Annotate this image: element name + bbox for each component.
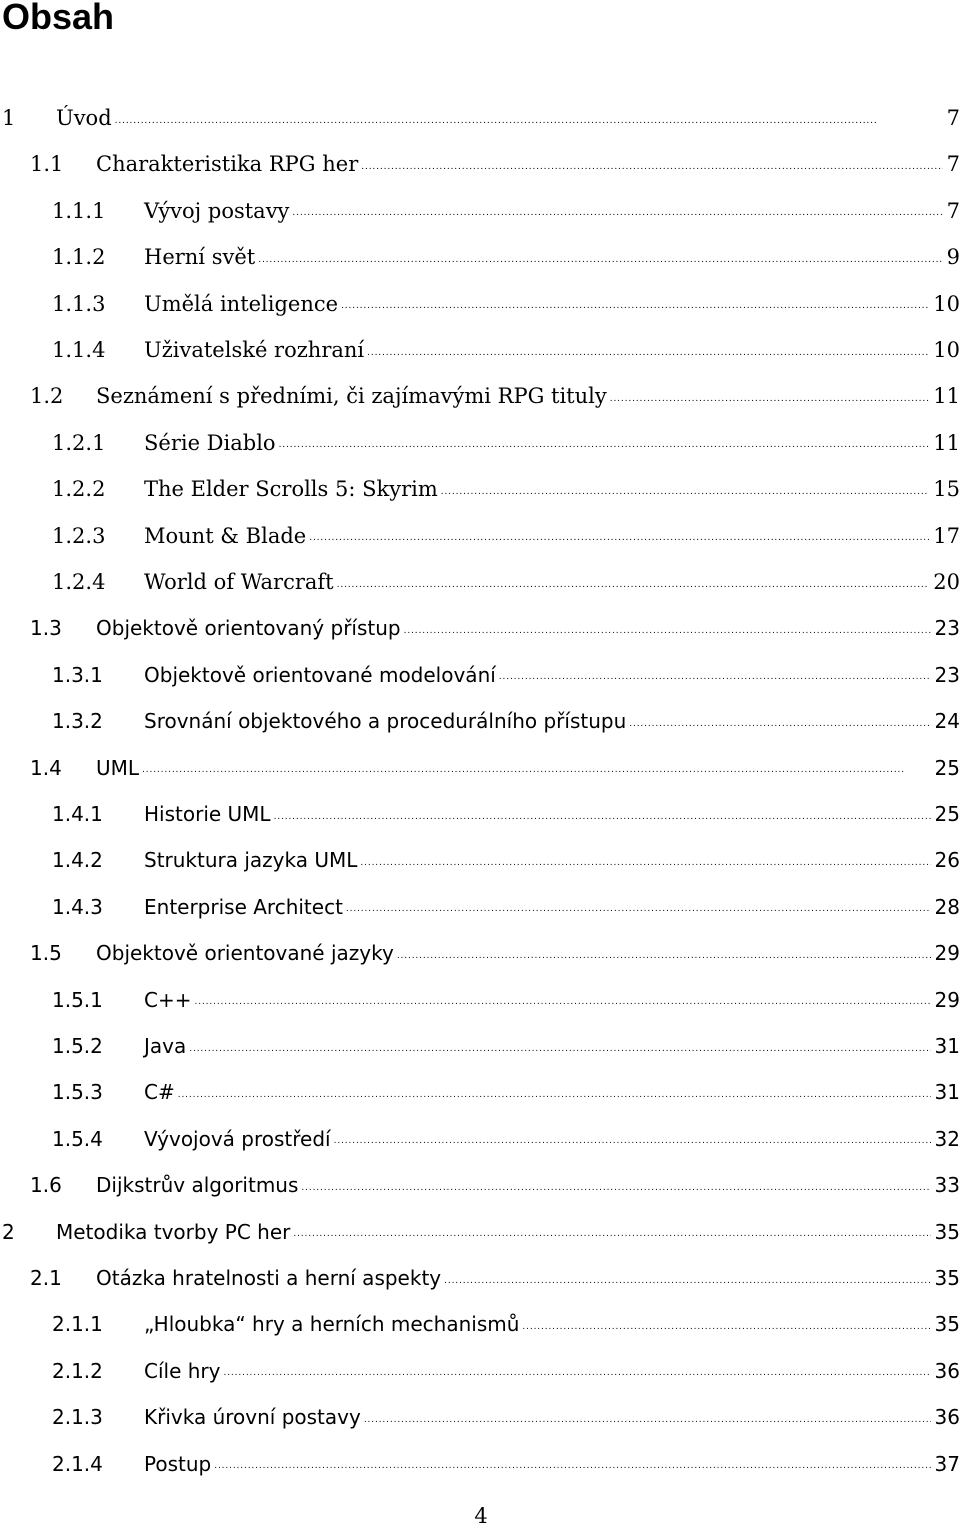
toc-entry-page: 25 (934, 755, 960, 780)
toc-leader-dots (341, 281, 929, 327)
toc-leader-dots (274, 791, 931, 837)
toc-leader-dots (610, 373, 930, 419)
toc-entry-number: 1.1.4 (52, 338, 106, 362)
toc-leader-dots (214, 1441, 930, 1487)
toc-entry-page: 10 (933, 291, 960, 316)
toc-entry[interactable] (52, 466, 960, 512)
toc-entry[interactable] (30, 1255, 960, 1301)
toc-entry-page: 29 (934, 941, 960, 966)
toc-entry-title: Java (144, 1034, 187, 1058)
toc-leader-dots (397, 930, 931, 976)
toc-leader-dots (258, 234, 942, 280)
toc-entry[interactable] (52, 698, 960, 744)
toc-entry[interactable] (2, 1209, 960, 1255)
toc-entry-number: 1.6 (30, 1173, 62, 1198)
toc-leader-dots (444, 1255, 930, 1301)
toc-leader-dots (115, 95, 943, 141)
toc-leader-dots (360, 837, 930, 883)
toc-leader-dots (189, 1023, 930, 1069)
toc-entry-title: C# (144, 1080, 175, 1105)
toc-entry[interactable] (30, 141, 960, 187)
toc-entry-title: Umělá inteligence (144, 291, 339, 316)
toc-entry-title: Srovnání objektového a procedurálního přístupu (144, 709, 627, 734)
toc-entry-title: World of Warcraft (144, 570, 334, 594)
toc-entry-page: 9 (946, 245, 960, 270)
toc-leader-dots (142, 745, 931, 791)
toc-entry-page: 24 (934, 709, 960, 734)
toc-entry-title: Struktura jazyka UML (144, 848, 358, 873)
toc-entry[interactable] (52, 1301, 960, 1347)
toc-entry-page: 35 (934, 1312, 960, 1337)
toc-entry-title: C++ (144, 987, 192, 1012)
toc-leader-dots (441, 466, 930, 512)
toc-entry-title: The Elder Scrolls 5: Skyrim (144, 477, 438, 502)
toc-leader-dots (404, 605, 931, 651)
toc-entry[interactable] (52, 420, 960, 466)
toc-entry-page: 17 (933, 523, 960, 548)
toc-entry-number: 1.3.1 (52, 662, 103, 687)
toc-entry-title: Cíle hry (144, 1358, 221, 1383)
toc-entry-number: 2.1.2 (52, 1358, 103, 1383)
toc-entry-number: 1.5 (30, 941, 62, 966)
toc-entry-number: 2.1.3 (52, 1405, 103, 1430)
toc-entry-page: 26 (934, 848, 960, 873)
toc-entry-number: 1.1 (30, 152, 64, 177)
toc-entry-title: Herní svět (144, 245, 256, 270)
toc-entry-title: Vývoj postavy (144, 198, 290, 223)
toc-entry-number: 1.1.3 (52, 291, 106, 316)
toc-entry-page: 7 (946, 152, 960, 177)
toc-entry[interactable] (52, 884, 960, 930)
toc-entry-number: 1.2.2 (52, 477, 106, 502)
toc-entry-title: Křivka úrovní postavy (144, 1405, 361, 1430)
toc-entry-title: Objektově orientované jazyky (96, 941, 394, 966)
toc-entry-page: 11 (933, 430, 960, 455)
toc-entry[interactable] (52, 1394, 960, 1440)
toc-entry-page: 15 (933, 477, 960, 502)
toc-entry[interactable] (2, 95, 960, 141)
toc-entry-number: 2.1 (30, 1266, 62, 1290)
toc-entry-number: 1.2.3 (52, 523, 106, 548)
toc-leader-dots (629, 698, 930, 744)
toc-entry-page: 7 (946, 106, 960, 130)
toc-entry-number: 1.5.3 (52, 1080, 103, 1105)
toc-entry[interactable] (30, 1162, 960, 1208)
toc-entry-title: Historie UML (144, 802, 271, 826)
toc-entry[interactable] (52, 281, 960, 327)
toc-entry-page: 31 (934, 1034, 960, 1058)
toc-entry-number: 1.3.2 (52, 709, 103, 734)
toc-entry-title: Úvod (56, 106, 112, 130)
toc-leader-dots (361, 141, 942, 187)
toc-entry-page: 11 (933, 384, 960, 409)
toc-entry-number: 1.2 (30, 384, 64, 409)
toc-entry-title: Uživatelské rozhraní (144, 338, 365, 362)
toc-entry-number: 1.3 (30, 616, 62, 641)
toc-entry-number: 1.4 (30, 755, 62, 780)
toc-entry-title: Vývojová prostředí (144, 1126, 331, 1151)
toc-entry[interactable] (30, 605, 960, 651)
toc-leader-dots (292, 188, 942, 234)
toc-entry-number: 1.5.2 (52, 1034, 103, 1058)
toc-entry-number: 1.1.1 (52, 198, 106, 223)
toc-leader-dots (223, 1348, 930, 1394)
toc-entry-page: 32 (934, 1126, 960, 1151)
toc-entry-title: „Hloubka“ hry a herních mechanismů (144, 1312, 520, 1337)
toc-leader-dots (301, 1162, 930, 1208)
toc-entry-page: 35 (934, 1266, 960, 1290)
toc-entry-number: 2.1.4 (52, 1451, 103, 1476)
toc-leader-dots (364, 1394, 931, 1440)
toc-leader-dots (337, 559, 930, 605)
toc-entry-page: 35 (934, 1219, 960, 1244)
toc-entry-page: 7 (946, 198, 960, 223)
toc-entry-page: 29 (934, 987, 960, 1012)
toc-entry[interactable] (52, 1441, 960, 1487)
toc-entry[interactable] (52, 837, 960, 883)
toc-entry-page: 31 (934, 1080, 960, 1105)
toc-entry[interactable] (52, 791, 960, 837)
toc-entry-title: Dijkstrův algoritmus (96, 1173, 299, 1198)
toc-entry-title: UML (96, 755, 140, 780)
toc-leader-dots (367, 327, 929, 373)
toc-entry[interactable] (52, 977, 960, 1023)
toc-entry-page: 10 (933, 338, 960, 362)
toc-entry-page: 36 (934, 1358, 960, 1383)
toc-entry-page: 28 (934, 894, 960, 919)
toc-entry-title: Charakteristika RPG her (96, 152, 359, 177)
toc-leader-dots (178, 1069, 931, 1115)
toc-entry[interactable] (52, 234, 960, 280)
toc-entry[interactable] (52, 1023, 960, 1069)
toc-entry-page: 36 (934, 1405, 960, 1430)
toc-entry-number: 1.4.1 (52, 802, 103, 826)
toc-entry-title: Objektově orientované modelování (144, 662, 496, 687)
toc-entry-title: Enterprise Architect (144, 894, 343, 919)
page-title: Obsah (2, 0, 115, 37)
toc-entry-number: 1.5.1 (52, 987, 103, 1012)
toc-entry[interactable] (52, 1116, 960, 1162)
toc-entry-title: Objektově orientovaný přístup (96, 616, 401, 641)
toc-leader-dots (309, 513, 929, 559)
toc-entry-page: 23 (934, 616, 960, 641)
toc-leader-dots (194, 977, 930, 1023)
toc-entry-title: Série Diablo (144, 430, 276, 455)
toc-entry-page: 37 (934, 1451, 960, 1476)
toc-leader-dots (279, 420, 930, 466)
toc-entry[interactable] (52, 513, 960, 559)
toc-entry-page: 20 (933, 570, 960, 594)
toc-leader-dots (334, 1116, 931, 1162)
page-number: 4 (474, 1504, 488, 1528)
toc-entry-number: 1.4.3 (52, 894, 103, 919)
toc-entry-title: Metodika tvorby PC her (56, 1219, 291, 1244)
toc-entry[interactable] (52, 1069, 960, 1115)
toc-entry-page: 25 (934, 802, 960, 826)
toc-entry-number: 1.4.2 (52, 848, 103, 873)
toc-entry[interactable] (52, 327, 960, 373)
toc-entry-page: 33 (934, 1173, 960, 1198)
toc-leader-dots (293, 1209, 930, 1255)
toc-leader-dots (346, 884, 931, 930)
toc-entry-number: 2 (2, 1219, 15, 1244)
toc-entry[interactable] (52, 652, 960, 698)
toc-entry-number: 1 (2, 106, 16, 130)
toc-entry-title: Mount & Blade (144, 523, 307, 548)
toc-entry[interactable] (30, 373, 960, 419)
toc-leader-dots (522, 1301, 930, 1347)
toc-entry-title: Seznámení s předními, či zajímavými RPG tituly (96, 384, 607, 409)
toc-entry[interactable] (52, 559, 960, 605)
toc-entry-number: 1.2.1 (52, 430, 106, 455)
toc-leader-dots (499, 652, 931, 698)
toc-entry-number: 2.1.1 (52, 1312, 103, 1337)
toc-entry-number: 1.5.4 (52, 1126, 103, 1151)
toc-entry-page: 23 (934, 662, 960, 687)
toc-entry-number: 1.1.2 (52, 245, 106, 270)
toc-entry[interactable] (30, 745, 960, 791)
toc-entry-title: Postup (144, 1451, 212, 1476)
toc-entry[interactable] (52, 1348, 960, 1394)
toc-entry-title: Otázka hratelnosti a herní aspekty (96, 1266, 442, 1290)
toc-entry[interactable] (30, 930, 960, 976)
toc-entry[interactable] (52, 188, 960, 234)
toc-entry-number: 1.2.4 (52, 570, 106, 594)
